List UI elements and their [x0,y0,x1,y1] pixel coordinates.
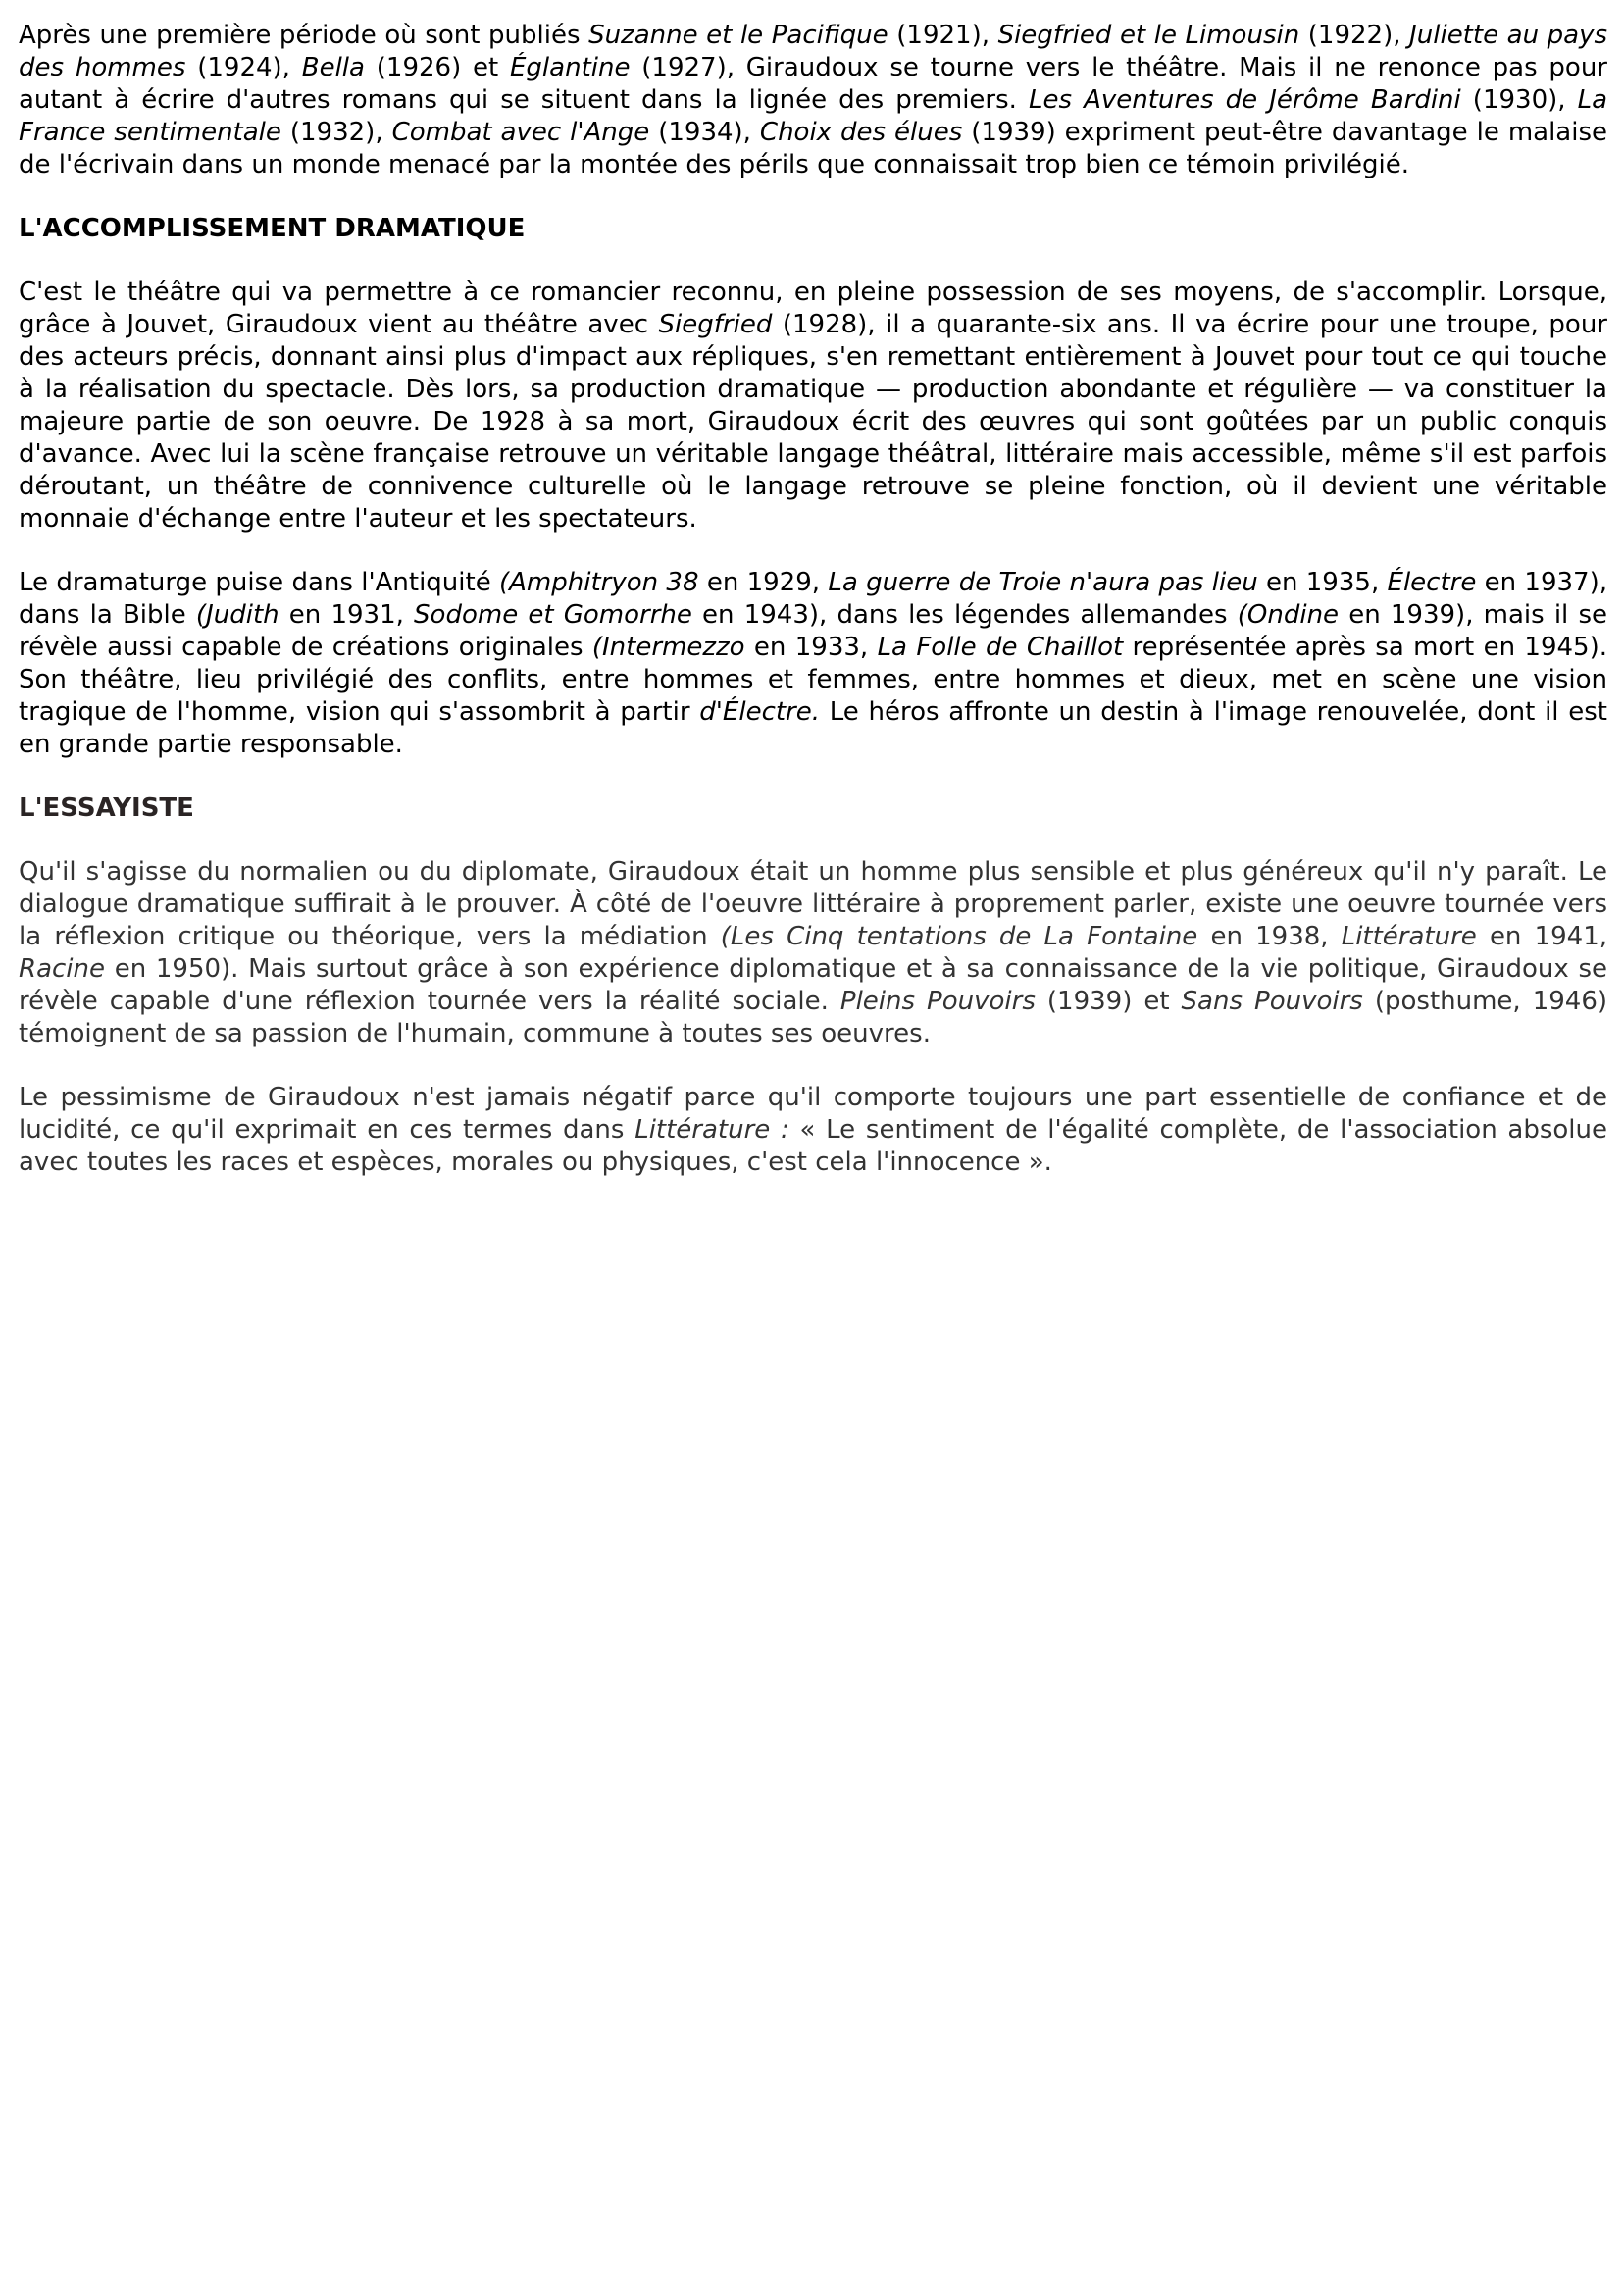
text: en 1950). Mais surtout grâce à son expérience diplomatique et à sa connaissance de la vie politique, Giraudoux se révèle capable d'une réflexion tournée vers la réalité sociale. [19,954,1607,1016]
text: Qu'il s'agisse du normalien ou du diplomate, Giraudoux était un homme plus sensible et plus généreux qu'il n'y paraît. Le dialogue dramatique suffirait à le prouver. À côté de l'oeuvre littéraire à proprement parler, existe une oeuvre tournée vers la réflexion critique ou théorique, vers la médiation [19,857,1607,951]
title-racine: Racine [19,954,105,984]
title-bardini: Les Aventures de Jérôme Bardini [1028,85,1461,115]
paragraph-novels [19,20,1607,181]
title-eglantine: Églantine [510,53,631,82]
text: (1924), [185,53,302,82]
section-heading-dramatique: L'ACCOMPLISSEMENT DRAMATIQUE [19,214,526,243]
text: Le pessimisme de Giraudoux n'est jamais négatif parce qu'il comporte toujours une part essentielle de confiance et de lucidité, ce qu'il exprimait en ces termes dans [19,1083,1607,1145]
paragraph-theatre [19,277,1607,535]
text: (1939) expriment peut-être davantage le malaise de l'écrivain dans un monde menacé par la montée des périls que connaissait trop bien ce témoin privilégié. [19,118,1608,179]
text: Le héros affronte un destin à l'image renouvelée, dont il est en grande partie responsable. [19,697,1607,759]
title-litterature-quote: Littérature : [634,1115,789,1145]
text: C'est le théâtre qui va permettre à ce romancier reconnu, en pleine possession de ses moyens, de s'accomplir. Lorsque, grâce à Jouvet, Giraudoux vient au théâtre avec [19,278,1607,339]
title-folle-chaillot: La Folle de Chaillot [877,633,1124,662]
text: en 1935, [1257,568,1388,597]
text: Après une première période où sont publiés [19,21,589,50]
text: en 1929, [698,568,829,597]
title-suzanne: Suzanne et le Pacifique [588,21,888,50]
text: en 1933, [744,633,878,662]
text: (posthume, 1946) témoignent de sa passion de l'humain, commune à toutes ses oeuvres. [19,987,1608,1048]
title-siegfried: Siegfried [658,310,773,339]
title-juliette: Juliette au pays des hommes [19,21,1608,82]
title-combat-ange: Combat avec l'Ange [391,118,650,147]
title-guerre-troie: La guerre de Troie n'aura pas lieu [828,568,1258,597]
text: (1922), [1299,21,1410,50]
text: (1928), il a quarante-six ans. Il va écrire pour une troupe, pour des acteurs précis, donnant ainsi plus d'impact aux répliques, s'en remettant entièrement à Jouvet pour tout ce qui touche à la réalisation du spectacle. Dès lors, sa production dramatique — production abondante et régulière — va constituer la majeure partie de son oeuvre. De 1928 à sa mort, Giraudoux écrit des œuvres qui sont goûtées par un public conquis d'avance. Avec lui la scène française retrouve un véritable langage théâtral, littéraire mais accessible, même s'il est parfois déroutant, un théâtre de connivence culturelle où le langage retrouve se pleine fonction, où il devient une véritable monnaie d'échange entre l'auteur et les spectateurs. [19,310,1607,534]
text: en 1937), dans la Bible [19,568,1608,630]
title-electre: Électre [1387,568,1477,597]
text: (1926) et [364,53,510,82]
section-heading-essayiste: L'ESSAYISTE [19,793,194,823]
text: en 1943), dans les légendes allemandes [691,600,1238,630]
text: (1921), [888,21,998,50]
document-page [19,20,1607,1210]
text: (1930), [1460,85,1578,115]
text: en 1941, [1476,922,1608,951]
title-d-electre: d'Électre. [699,697,821,727]
text: (1927), Giraudoux se tourne vers le théâtre. Mais il ne renonce pas pour autant à écrire d'autres romans qui se situent dans la lignée des premiers. [19,53,1607,115]
text: en 1938, [1197,922,1342,951]
title-pleins-pouvoirs: Pleins Pouvoirs [839,987,1036,1016]
title-amphitryon: (Amphitryon 38 [499,568,699,597]
text: Le dramaturge puise dans l'Antiquité [19,568,499,597]
text: (1934), [649,118,760,147]
text: en 1931, [279,600,415,630]
title-intermezzo: (Intermezzo [591,633,745,662]
title-cinq-tentations: (Les Cinq tentations de La Fontaine [720,922,1198,951]
title-siegfried-limousin: Siegfried et le Limousin [997,21,1300,50]
paragraph-pessimisme [19,1082,1607,1179]
title-bella: Bella [301,53,365,82]
title-sans-pouvoirs: Sans Pouvoirs [1181,987,1363,1016]
text: (1939) et [1035,987,1182,1016]
title-litterature: Littérature [1341,922,1477,951]
text: (1932), [280,118,392,147]
title-ondine: (Ondine [1237,600,1340,630]
text: en 1939), mais il se révèle aussi capable de créations originales [19,600,1607,662]
text: « Le sentiment de l'égalité complète, de l'association absolue avec toutes les races et espèces, morales ou physiques, c'est cela l'innocence ». [19,1115,1608,1177]
title-choix-elues: Choix des élues [759,118,963,147]
paragraph-essayiste [19,856,1607,1050]
title-sodome: Sodome et Gomorrhe [414,600,692,630]
text: représentée après sa mort en 1945). Son théâtre, lieu privilégié des conflits, entre hommes et femmes, entre hommes et dieux, met en scène une vision tragique de l'homme, vision qui s'assombrit à partir [19,633,1607,727]
title-france-sentimentale: La France sentimentale [19,85,1607,147]
title-judith: (Judith [195,600,279,630]
paragraph-dramaturge [19,567,1607,761]
